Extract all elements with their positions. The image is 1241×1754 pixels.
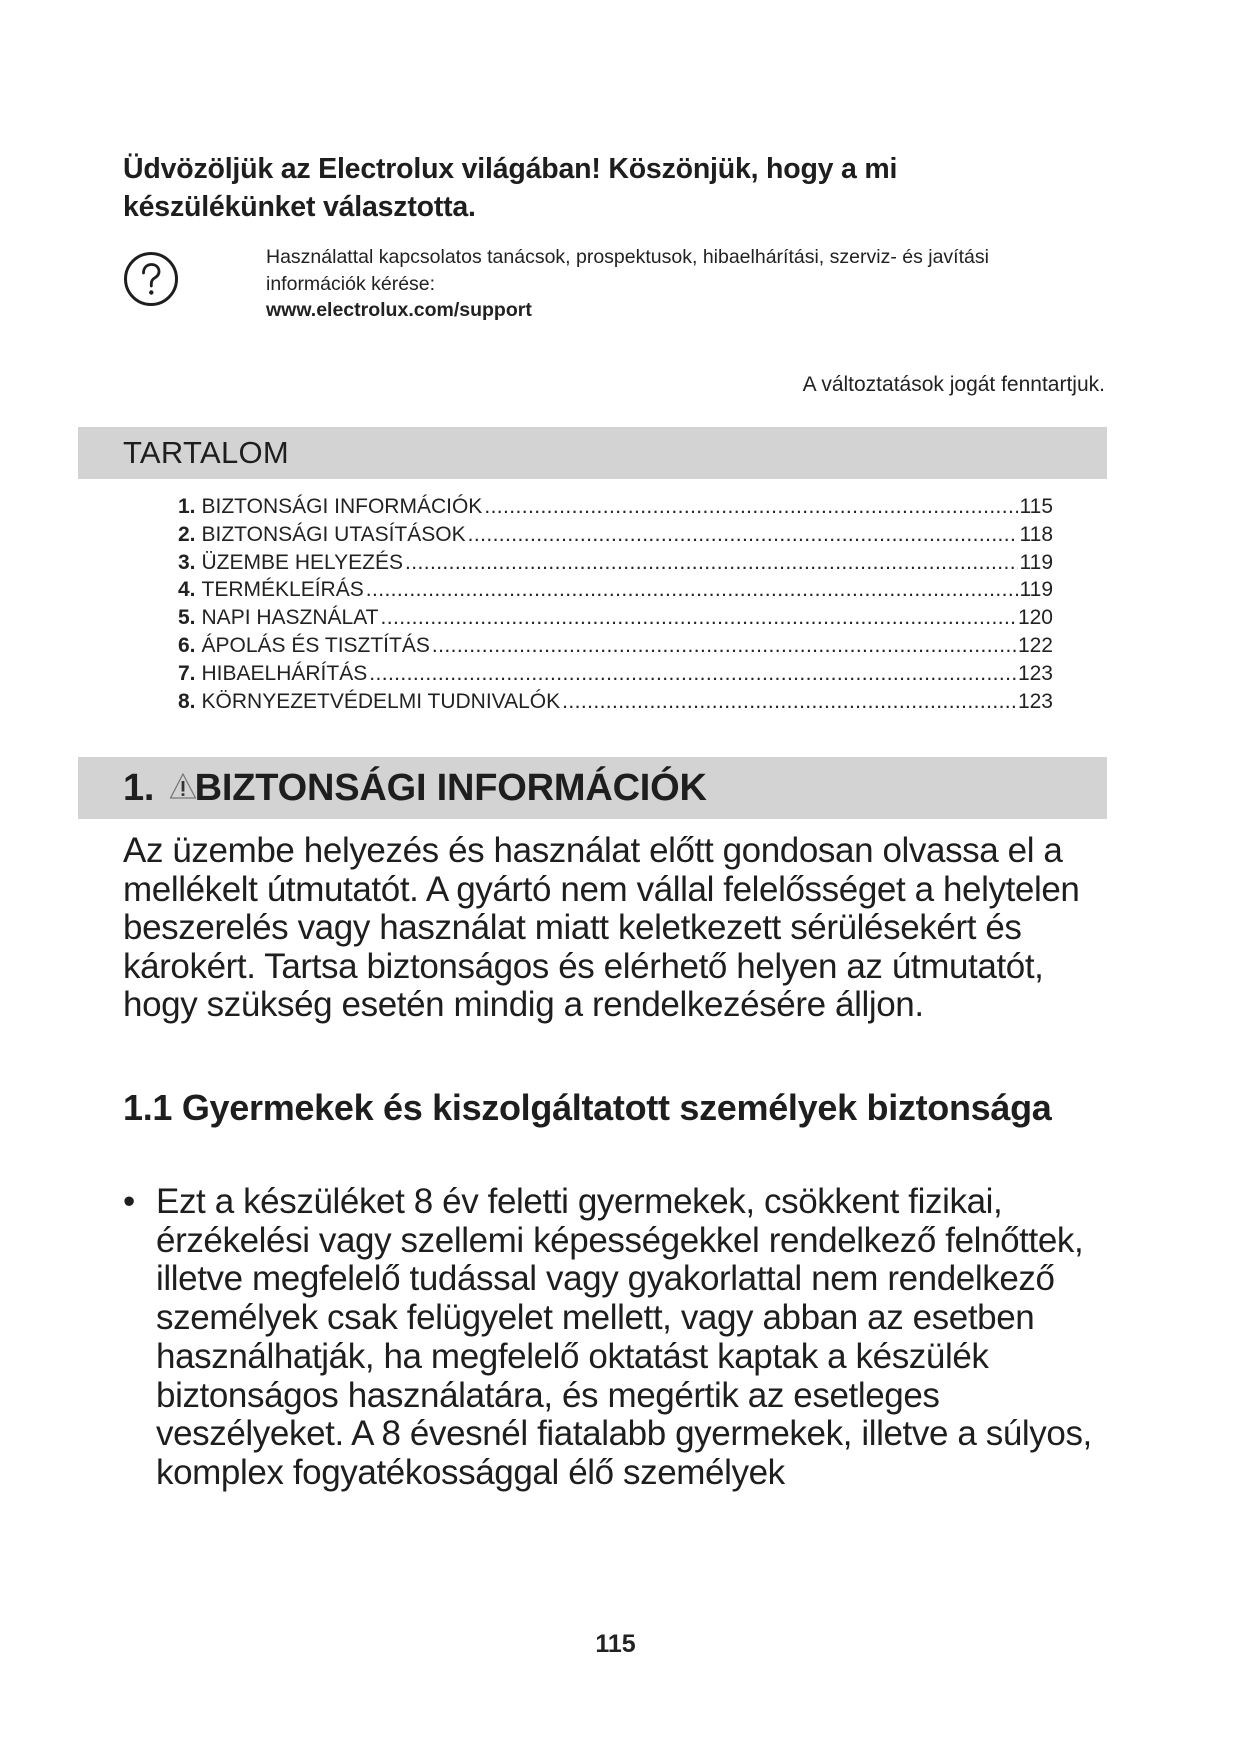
bullet-dot: • — [123, 1182, 135, 1221]
toc-item-page: 122 — [1017, 633, 1053, 657]
bullet-text: Ezt a készüléket 8 év feletti gyermekek, csökkent fizikai, érzékelési vagy szellemi képességekkel rendelkező felnőttek, illetve megfelelő tudással vagy gyakorlattal nem rendelkező személyek csak felügyelet mellett, vagy abban az esetben használhatják, ha megfelelő oktatást kaptak a készülék biztonságos használatára, és megértik az esetleges veszélyeket. A 8 évesnél fiatalabb gyermekek, illetve a súlyos, komplex fogyatékossággal élő személyek — [156, 1182, 1092, 1492]
toc-item[interactable] — [178, 521, 1053, 549]
section-number: 1. — [123, 767, 155, 809]
welcome-title: Üdvözöljük az Electrolux világában! Köszönjük, hogy a mi készülékünket választotta. — [123, 153, 898, 223]
toc-item[interactable] — [178, 604, 1053, 632]
toc-item-label: ÁPOLÁS ÉS TISZTÍTÁS — [201, 633, 430, 657]
bullet-list — [123, 1183, 1113, 1493]
toc-item[interactable] — [178, 660, 1053, 688]
section-intro-paragraph: Az üzembe helyezés és használat előtt gondosan olvassa el a mellékelt útmutatót. A gyártó nem vállal felelősséget a helytelen beszerelés vagy használat miatt keletkezett sérülésekért és károkért. Tartsa biztonságos és elérhető helyen az útmutatót, hogy szükség esetén mindig a rendelkezésére álljon. — [123, 831, 1080, 1024]
toc-item[interactable] — [178, 493, 1053, 521]
toc-item-page: 118 — [1019, 522, 1053, 546]
subsection-title: 1.1 Gyermekek és kiszolgáltatott személyek biztonsága — [123, 1087, 1052, 1128]
toc-item-number: 4. — [178, 578, 196, 602]
toc-leader-dots — [432, 632, 1016, 660]
toc-item-page: 115 — [1019, 495, 1053, 518]
toc-item-page: 119 — [1019, 578, 1053, 602]
page-number: 115 — [595, 1630, 636, 1658]
toc-item-number: 1. — [178, 495, 196, 518]
table-of-contents — [178, 493, 1053, 715]
section-title — [123, 767, 707, 810]
toc-item-label: KÖRNYEZETVÉDELMI TUDNIVALÓK — [201, 689, 561, 713]
support-info — [266, 244, 1126, 324]
toc-item-number: 7. — [178, 661, 196, 685]
toc-item-label: ÜZEMBE HELYEZÉS — [201, 550, 404, 574]
section-heading-bar — [78, 757, 1107, 819]
support-text-line2: információk kérése: — [266, 272, 436, 295]
toc-heading-bar — [78, 427, 1107, 479]
toc-item-number: 6. — [178, 633, 196, 657]
toc-leader-dots — [369, 660, 1016, 688]
toc-item-page: 123 — [1017, 661, 1053, 685]
section-title-text: BIZTONSÁGI INFORMÁCIÓK — [194, 767, 707, 809]
toc-item-label: HIBAELHÁRÍTÁS — [201, 661, 368, 685]
toc-leader-dots — [484, 493, 1017, 521]
toc-item-label: BIZTONSÁGI UTASÍTÁSOK — [201, 522, 466, 546]
rights-notice: A változtatások jogát fenntartjuk. — [802, 373, 1105, 396]
toc-title: TARTALOM — [123, 435, 290, 470]
toc-item[interactable] — [178, 632, 1053, 660]
support-url-link[interactable]: www.electrolux.com/support — [266, 299, 532, 321]
toc-item[interactable] — [178, 688, 1053, 716]
toc-item-page: 119 — [1019, 550, 1053, 574]
toc-leader-dots — [562, 688, 1016, 716]
toc-item-number: 2. — [178, 522, 196, 546]
toc-leader-dots — [405, 549, 1018, 577]
toc-item-number: 3. — [178, 550, 196, 574]
toc-leader-dots — [366, 576, 1018, 604]
toc-item-page: 120 — [1017, 606, 1053, 630]
toc-item-number: 8. — [178, 689, 196, 713]
warning-triangle-icon — [169, 767, 197, 810]
toc-item[interactable] — [178, 549, 1053, 577]
toc-item[interactable] — [178, 576, 1053, 604]
toc-item-label: NAPI HASZNÁLAT — [201, 606, 379, 630]
toc-item-page: 123 — [1017, 689, 1053, 713]
bullet-item — [123, 1183, 1113, 1493]
toc-item-number: 5. — [178, 606, 196, 630]
toc-leader-dots — [381, 604, 1016, 632]
toc-item-label: TERMÉKLEÍRÁS — [201, 578, 364, 602]
toc-leader-dots — [468, 521, 1018, 549]
toc-item-label: BIZTONSÁGI INFORMÁCIÓK — [201, 495, 483, 518]
question-circle-icon — [123, 251, 179, 307]
support-text-line1: Használattal kapcsolatos tanácsok, prospektusok, hibaelhárítási, szerviz- és javítási — [266, 246, 989, 268]
